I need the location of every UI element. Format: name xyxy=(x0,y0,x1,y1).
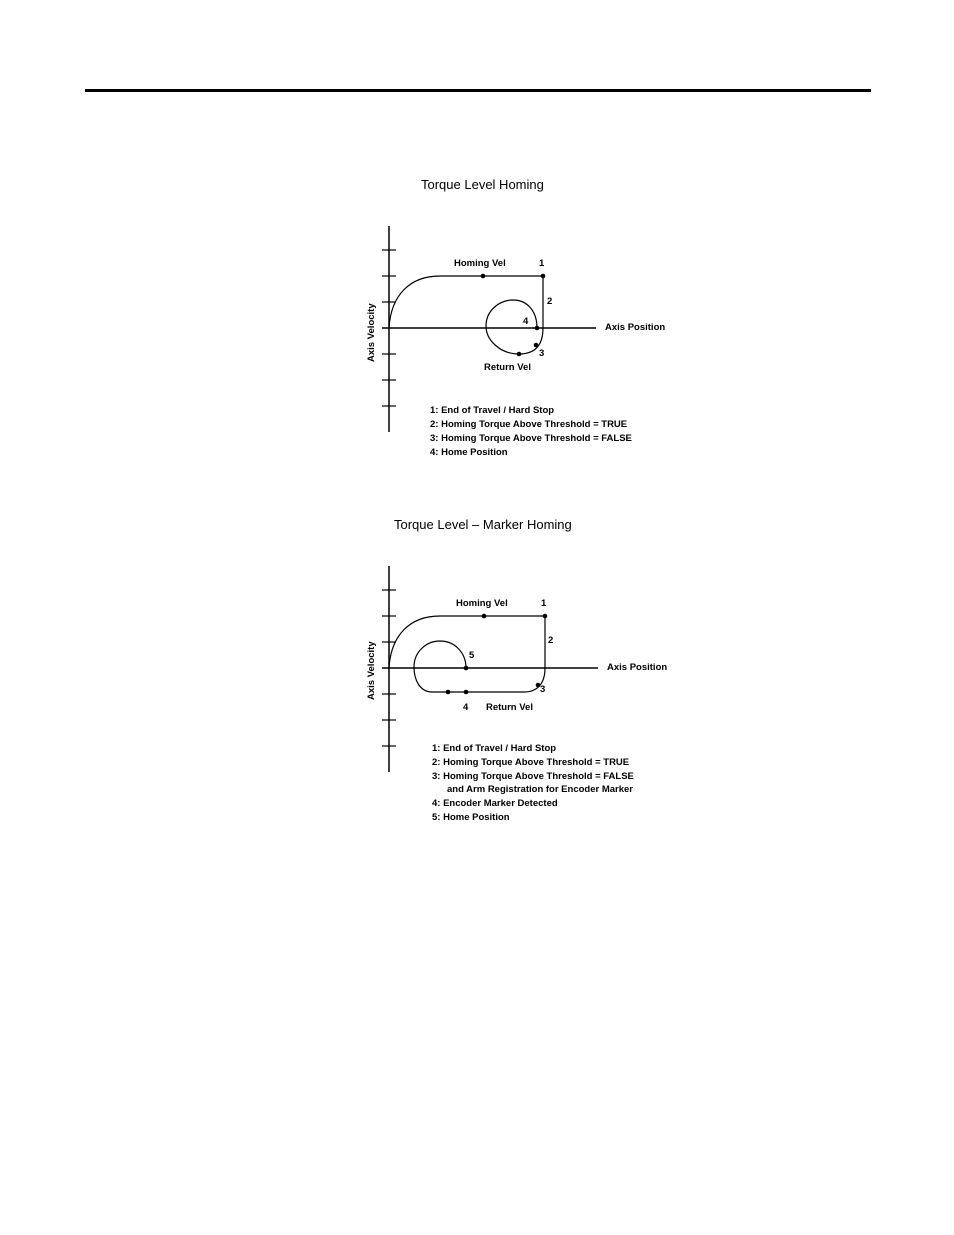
figure2-homing-vel-dot xyxy=(482,614,487,619)
figure2-marker-5: 5 xyxy=(469,650,475,661)
figure1-marker-4: 4 xyxy=(523,316,529,327)
figure1-legend-item-1: 1: End of Travel / Hard Stop xyxy=(430,405,555,416)
figure1-marker-1: 1 xyxy=(539,258,545,269)
figure2-legend-item-1: 1: End of Travel / Hard Stop xyxy=(432,743,557,754)
figure1-return-vel-dot xyxy=(517,352,522,357)
figure2-legend-item-3: 3: Homing Torque Above Threshold = FALSE xyxy=(432,771,634,782)
figure1-x-axis-label: Axis Position xyxy=(605,322,666,333)
figure1-marker-3: 3 xyxy=(539,348,545,359)
figure1-homing-vel-label: Homing Vel xyxy=(454,258,506,269)
figure1-homing-vel-dot xyxy=(481,274,486,279)
figure1-home-dot xyxy=(535,326,540,331)
figure2-marker-1: 1 xyxy=(541,598,547,609)
figure2-marker-3: 3 xyxy=(540,684,546,695)
figure1-homing-curve xyxy=(389,276,543,328)
figure2-legend-item-2: 2: Homing Torque Above Threshold = TRUE xyxy=(432,757,630,768)
figure2-x-axis-label: Axis Position xyxy=(607,662,668,673)
figure2-y-axis-label: Axis Velocity xyxy=(366,641,377,700)
figure2-return-loop xyxy=(414,641,545,692)
figure2-marker-4: 4 xyxy=(463,702,469,713)
figure1-title: Torque Level Homing xyxy=(421,177,544,192)
figure1-point-1-dot xyxy=(541,274,546,279)
figure2-homing-curve xyxy=(389,616,545,668)
figure1-point-3-dot xyxy=(534,343,539,348)
figure2-marker-dot xyxy=(446,690,451,695)
figure2-return-vel-label: Return Vel xyxy=(486,702,533,713)
header-rule xyxy=(85,89,871,92)
figure2-legend-item-5: 5: Home Position xyxy=(432,812,510,823)
figure2-legend-item-4: 4: Encoder Marker Detected xyxy=(432,798,558,809)
figure2-homing-vel-label: Homing Vel xyxy=(456,598,508,609)
figure1-legend-item-2: 2: Homing Torque Above Threshold = TRUE xyxy=(430,419,628,430)
figure2-legend-item-3b: and Arm Registration for Encoder Marker xyxy=(447,784,633,795)
figure1-marker-2: 2 xyxy=(547,296,553,307)
figure2-diagram xyxy=(0,560,954,830)
figure2-return-vel-dot xyxy=(464,690,469,695)
figure1-legend-item-3: 3: Homing Torque Above Threshold = FALSE xyxy=(430,433,632,444)
figure2-home-dot xyxy=(464,666,469,671)
figure1-diagram xyxy=(0,220,954,460)
figure2-point-1-dot xyxy=(543,614,548,619)
figure1-y-axis-label: Axis Velocity xyxy=(366,303,377,362)
figure2-marker-2: 2 xyxy=(548,635,554,646)
figure1-return-vel-label: Return Vel xyxy=(484,362,531,373)
figure1-legend-item-4: 4: Home Position xyxy=(430,447,508,458)
figure2-title: Torque Level – Marker Homing xyxy=(394,517,572,532)
